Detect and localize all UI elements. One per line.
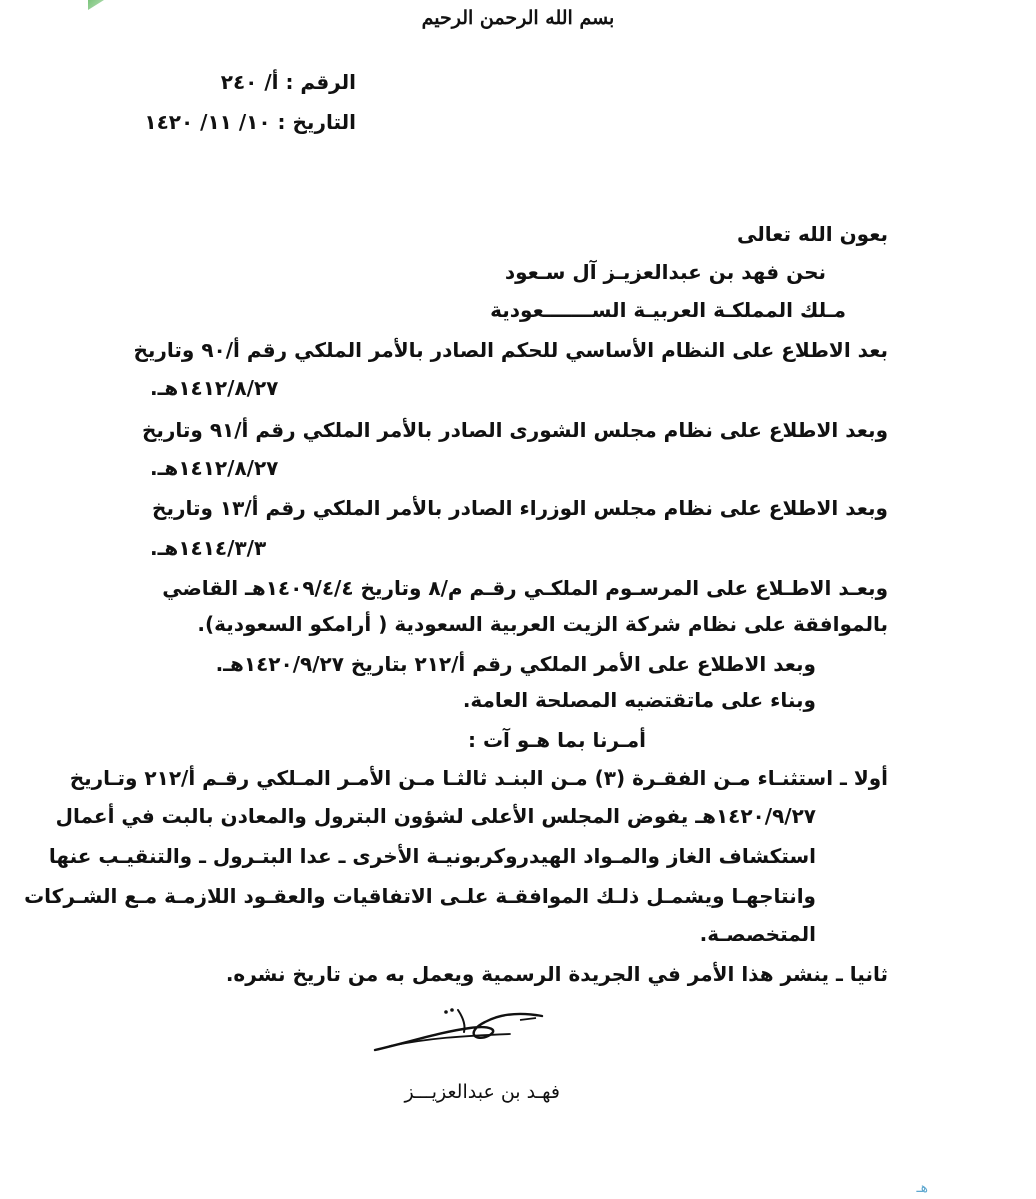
paragraph-2-line-1: وبعد الاطلاع على نظام مجلس الشورى الصادر بالأمر الملكي رقم أ/٩١ وتاريخ [141, 418, 888, 442]
paragraph-2-line-2: ١٤١٢/٨/٢٧هـ. [150, 456, 279, 480]
issuer-line: نحن فهد بن عبدالعزيـز آل سـعود [504, 260, 826, 284]
title-line: مـلك المملكـة العربيـة الســـــــعودية [490, 298, 846, 322]
paragraph-3-line-2: ١٤١٤/٣/٣هـ. [150, 536, 267, 560]
corner-page-mark: هـ [916, 1180, 928, 1196]
paragraph-1-line-1: بعد الاطلاع على النظام الأساسي للحكم الصادر بالأمر الملكي رقم أ/٩٠ وتاريخ [133, 338, 888, 362]
order-heading: أمـرنا بما هـو آت : [467, 728, 646, 752]
paragraph-6: وبناء على ماتقتضيه المصلحة العامة. [462, 688, 816, 712]
paragraph-3-line-1: وبعد الاطلاع على نظام مجلس الوزراء الصادر بالأمر الملكي رقم أ/١٣ وتاريخ [152, 496, 888, 520]
article-1-line-2: ١٤٢٠/٩/٢٧هـ يفوض المجلس الأعلى لشؤون البترول والمعادن بالبت في أعمال [55, 804, 816, 828]
article-1-line-3: استكشاف الغاز والمـواد الهيدروكربونيـة الأخرى ـ عدا البتـرول ـ والتنقيـب عنها [48, 844, 816, 868]
paragraph-5: وبعد الاطلاع على الأمر الملكي رقم أ/٢١٢ بتاريخ ١٤٢٠/٩/٢٧هـ. [215, 652, 816, 676]
signature-graphic [370, 1002, 550, 1062]
article-2: ثانيا ـ ينشر هذا الأمر في الجريدة الرسمية ويعمل به من تاريخ نشره. [225, 962, 888, 986]
article-1-line-1: أولا ـ استثنـاء مـن الفقـرة (٣) مـن البنـد ثالثـا مـن الأمـر المـلكي رقـم أ/٢١٢ وتـاريخ [69, 766, 888, 790]
article-1-line-4: وانتاجهـا ويشمـل ذلـك الموافقـة علـى الاتفاقيات والعقـود اللازمـة مـع الشـركات [24, 884, 816, 908]
paragraph-4-line-1: وبعـد الاطـلاع على المرسـوم الملكـي رقـم م/٨ وتاريخ ١٤٠٩/٤/٤هـ القاضي [162, 576, 888, 600]
paragraph-1-line-2: ١٤١٢/٨/٢٧هـ. [150, 376, 279, 400]
issue-date: التاريخ : ١٠/ ١١/ ١٤٢٠ [144, 110, 356, 134]
basmala: بسم الله الرحمن الرحيم [421, 7, 615, 29]
reference-number: الرقم : أ/ ٢٤٠ [220, 70, 356, 94]
paragraph-4-line-2: بالموافقة على نظام شركة الزيت العربية السعودية ( أرامكو السعودية). [197, 612, 888, 636]
opening-line: بعون الله تعالى [736, 222, 888, 246]
signatory-name: فهـد بن عبدالعزيـــز [404, 1081, 560, 1103]
article-1-line-5: المتخصصـة. [699, 922, 816, 946]
